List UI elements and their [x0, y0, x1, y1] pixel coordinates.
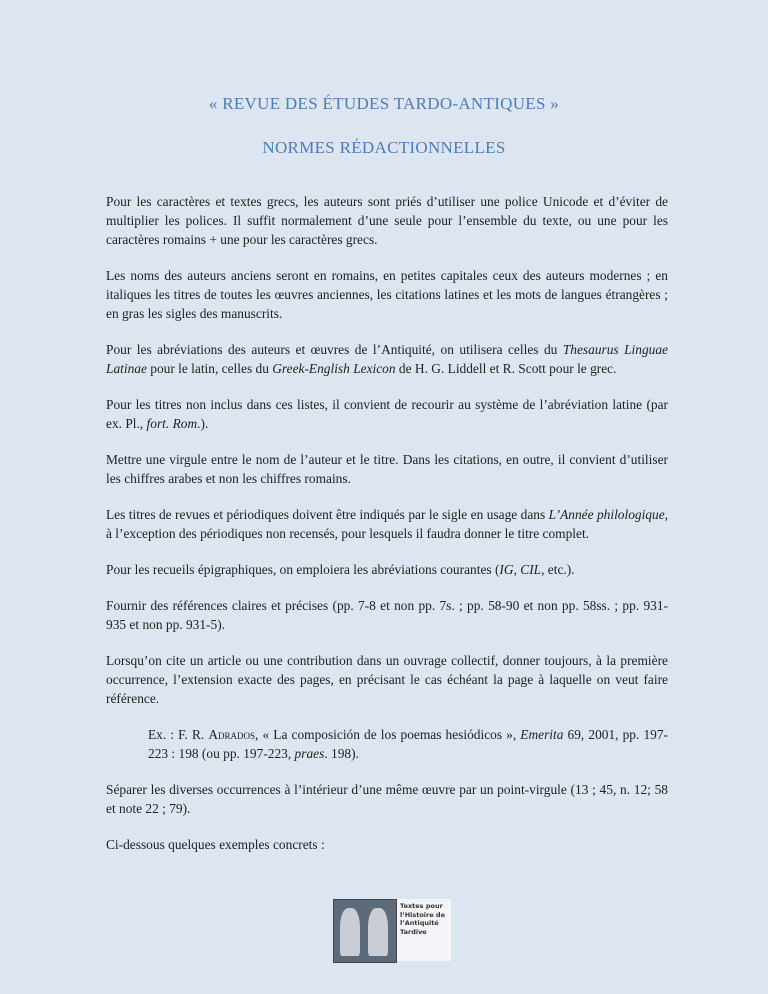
paragraph: Pour les abréviations des auteurs et œuvres de l’Antiquité, on utilisera celles du Thesaurus Linguae Latinae pour le latin, celles du Greek-English Lexicon de H. G. Liddell et R. Scott pour le grec. [106, 342, 669, 376]
paragraph: Pour les caractères et textes grecs, les auteurs sont priés d’utiliser une police Unicode et d’éviter de multiplier les polices. Il suffit normalement d’une seule pour l’ensemble du texte, ou une pour les caractères romains + une pour les caractères grecs. [106, 194, 668, 247]
journal-title: « REVUE DES ÉTUDES TARDO-ANTIQUES » [208, 94, 560, 113]
body-text [106, 192, 668, 871]
paragraph: Fournir des références claires et précises (pp. 7-8 et non pp. 7s. ; pp. 58-90 et non pp. 58ss. ; pp. 931-935 et non pp. 931-5). [106, 598, 668, 632]
paragraph: Les noms des auteurs anciens seront en romains, en petites capitales ceux des auteurs modernes ; en italiques les titres de toutes les œuvres anciennes, les citations latines et les mots de langues étrangères ; en gras les sigles des manuscrits. [106, 268, 668, 321]
paragraph: Mettre une virgule entre le nom de l’auteur et le titre. Dans les citations, en outre, il convient d’utiliser les chiffres arabes et non les chiffres romains. [106, 452, 668, 486]
example-paragraph: Ex. : F. R. Adrados, « La composición de los poemas hesiódicos », Emerita 69, 2001, pp. 197-223 : 198 (ou pp. 197-223, praes. 198). [148, 727, 668, 761]
section-title: NORMES RÉDACTIONNELLES [262, 138, 506, 157]
paragraph: Séparer les diverses occurrences à l’intérieur d’une même œuvre par un point-virgule (13 ; 45, n. 12; 58 et note 22 ; 79). [106, 782, 668, 816]
paragraph: Ci-dessous quelques exemples concrets : [106, 837, 325, 852]
paragraph: Pour les titres non inclus dans ces listes, il convient de recourir au système de l’abréviation latine (par ex. Pl., fort. Rom.). [106, 397, 668, 431]
paragraph: Les titres de revues et périodiques doivent être indiqués par le sigle en usage dans L’Année philologique, à l’exception des périodiques non recensés, pour lesquels il faudra donner le titre complet. [106, 507, 669, 541]
paragraph: Lorsqu’on cite un article ou une contribution dans un ouvrage collectif, donner toujours, à la première occurrence, l’extension exacte des pages, en précisant le cas échéant la page à laquelle on veut faire référence. [106, 653, 668, 706]
publisher-logo [333, 899, 451, 961]
logo-image [333, 899, 397, 963]
paragraph: Pour les recueils épigraphiques, on emploiera les abréviations courantes (IG, CIL, etc.). [106, 562, 575, 577]
logo-text: Textes pour l’Histoire de l’Antiquité Tardive [397, 899, 451, 961]
